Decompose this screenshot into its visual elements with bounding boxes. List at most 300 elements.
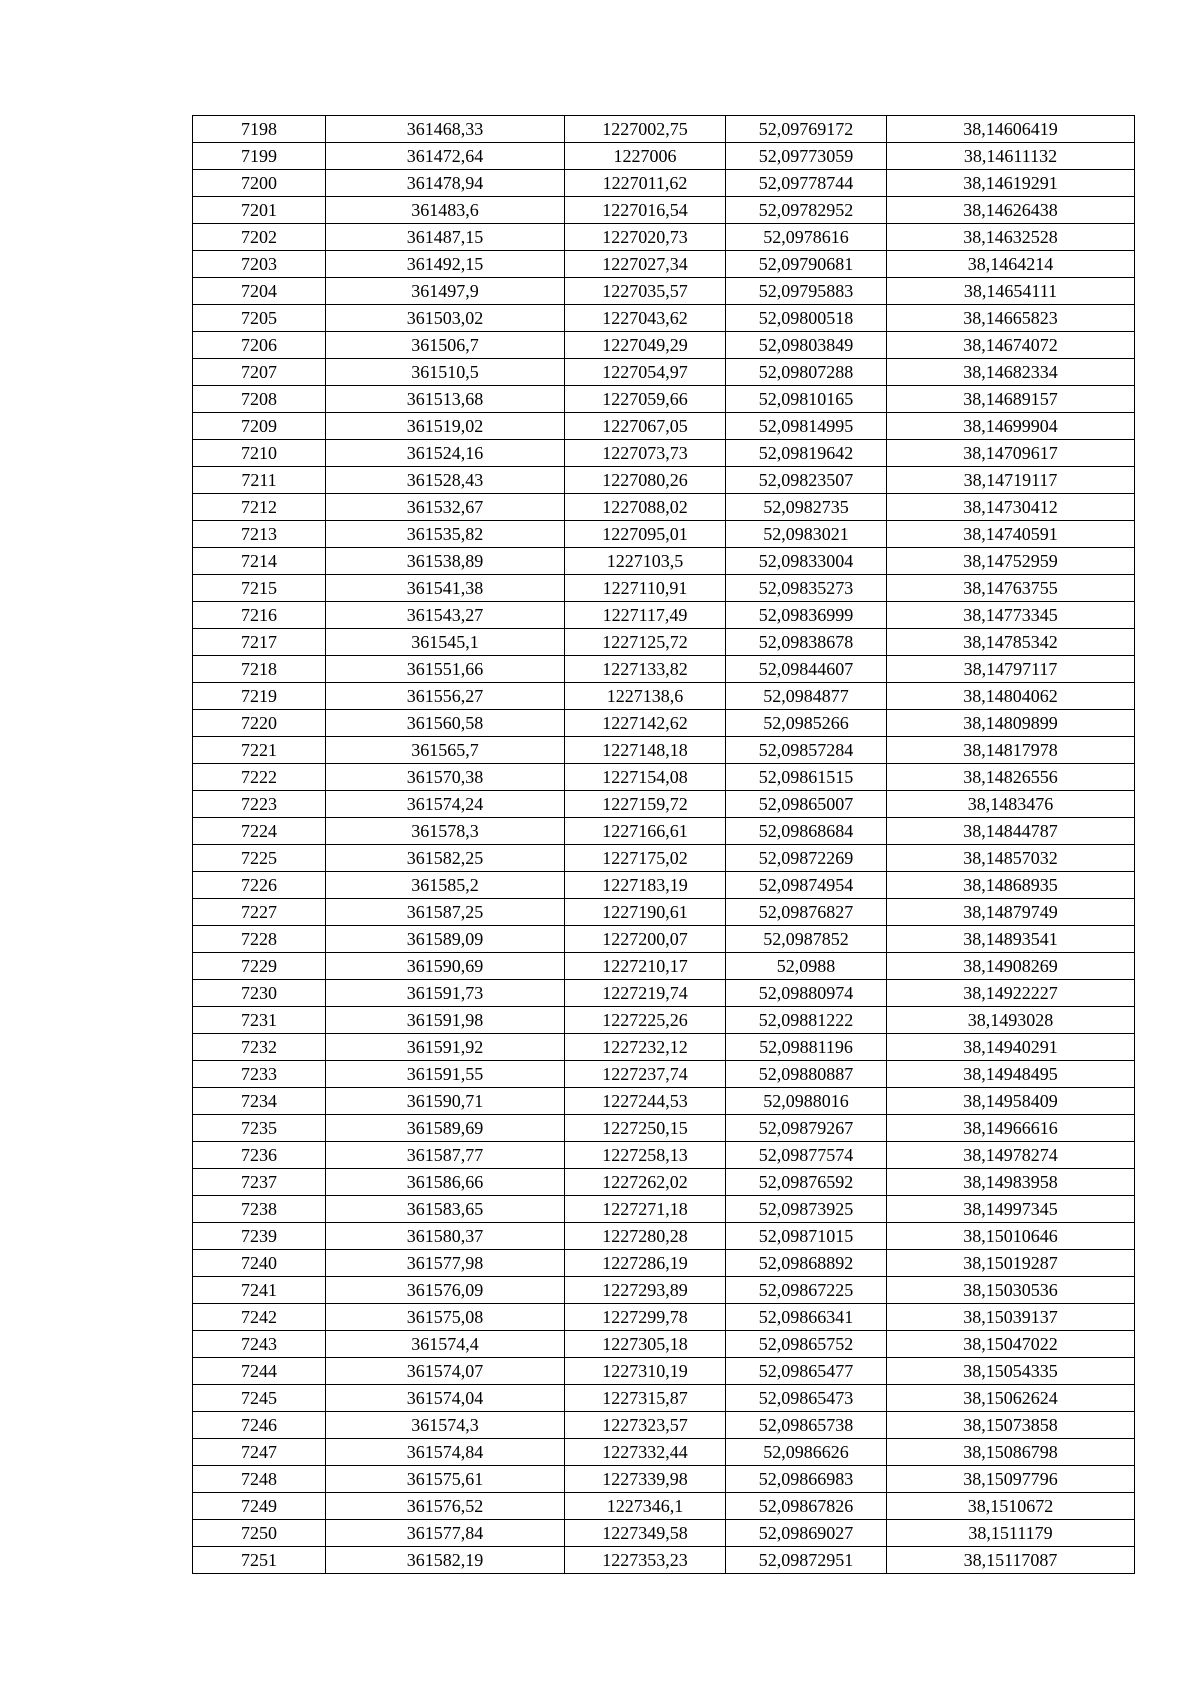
table-row (193, 575, 1135, 602)
table-row (193, 926, 1135, 953)
latitude-cell: 52,09866983 (726, 1466, 887, 1493)
y-coordinate-cell: 1227011,62 (565, 170, 726, 197)
y-coordinate-cell: 1227117,49 (565, 602, 726, 629)
x-coordinate-cell: 361574,3 (326, 1412, 565, 1439)
longitude-cell: 38,14730412 (887, 494, 1135, 521)
x-coordinate-cell: 361543,27 (326, 602, 565, 629)
latitude-cell: 52,09879267 (726, 1115, 887, 1142)
x-coordinate-cell: 361574,24 (326, 791, 565, 818)
table-row (193, 1061, 1135, 1088)
point-number-cell: 7199 (193, 143, 326, 170)
table-row (193, 413, 1135, 440)
longitude-cell: 38,15054335 (887, 1358, 1135, 1385)
x-coordinate-cell: 361492,15 (326, 251, 565, 278)
latitude-cell: 52,09865477 (726, 1358, 887, 1385)
y-coordinate-cell: 1227262,02 (565, 1169, 726, 1196)
y-coordinate-cell: 1227250,15 (565, 1115, 726, 1142)
longitude-cell: 38,14619291 (887, 170, 1135, 197)
point-number-cell: 7201 (193, 197, 326, 224)
point-number-cell: 7224 (193, 818, 326, 845)
x-coordinate-cell: 361487,15 (326, 224, 565, 251)
x-coordinate-cell: 361560,58 (326, 710, 565, 737)
y-coordinate-cell: 1227006 (565, 143, 726, 170)
longitude-cell: 38,14740591 (887, 521, 1135, 548)
y-coordinate-cell: 1227067,05 (565, 413, 726, 440)
latitude-cell: 52,0984877 (726, 683, 887, 710)
longitude-cell: 38,14797117 (887, 656, 1135, 683)
latitude-cell: 52,0985266 (726, 710, 887, 737)
point-number-cell: 7249 (193, 1493, 326, 1520)
latitude-cell: 52,09881222 (726, 1007, 887, 1034)
y-coordinate-cell: 1227154,08 (565, 764, 726, 791)
longitude-cell: 38,14699904 (887, 413, 1135, 440)
table-row (193, 845, 1135, 872)
y-coordinate-cell: 1227310,19 (565, 1358, 726, 1385)
latitude-cell: 52,09866341 (726, 1304, 887, 1331)
longitude-cell: 38,14689157 (887, 386, 1135, 413)
point-number-cell: 7228 (193, 926, 326, 953)
table-row (193, 953, 1135, 980)
longitude-cell: 38,14908269 (887, 953, 1135, 980)
y-coordinate-cell: 1227353,23 (565, 1547, 726, 1574)
table-row (193, 1169, 1135, 1196)
x-coordinate-cell: 361532,67 (326, 494, 565, 521)
table-row (193, 602, 1135, 629)
point-number-cell: 7200 (193, 170, 326, 197)
point-number-cell: 7207 (193, 359, 326, 386)
y-coordinate-cell: 1227043,62 (565, 305, 726, 332)
table-row (193, 872, 1135, 899)
longitude-cell: 38,14948495 (887, 1061, 1135, 1088)
point-number-cell: 7238 (193, 1196, 326, 1223)
latitude-cell: 52,09823507 (726, 467, 887, 494)
point-number-cell: 7226 (193, 872, 326, 899)
table-row (193, 1493, 1135, 1520)
latitude-cell: 52,09865473 (726, 1385, 887, 1412)
table-row (193, 629, 1135, 656)
y-coordinate-cell: 1227103,5 (565, 548, 726, 575)
longitude-cell: 38,14752959 (887, 548, 1135, 575)
latitude-cell: 52,09868684 (726, 818, 887, 845)
y-coordinate-cell: 1227166,61 (565, 818, 726, 845)
y-coordinate-cell: 1227349,58 (565, 1520, 726, 1547)
latitude-cell: 52,09880974 (726, 980, 887, 1007)
point-number-cell: 7230 (193, 980, 326, 1007)
latitude-cell: 52,0986626 (726, 1439, 887, 1466)
y-coordinate-cell: 1227002,75 (565, 116, 726, 143)
x-coordinate-cell: 361582,25 (326, 845, 565, 872)
table-row (193, 1196, 1135, 1223)
x-coordinate-cell: 361510,5 (326, 359, 565, 386)
x-coordinate-cell: 361583,65 (326, 1196, 565, 1223)
y-coordinate-cell: 1227293,89 (565, 1277, 726, 1304)
x-coordinate-cell: 361524,16 (326, 440, 565, 467)
longitude-cell: 38,1493028 (887, 1007, 1135, 1034)
longitude-cell: 38,14804062 (887, 683, 1135, 710)
latitude-cell: 52,09790681 (726, 251, 887, 278)
latitude-cell: 52,09865007 (726, 791, 887, 818)
table-row (193, 710, 1135, 737)
table-row (193, 1250, 1135, 1277)
longitude-cell: 38,14817978 (887, 737, 1135, 764)
longitude-cell: 38,15073858 (887, 1412, 1135, 1439)
table-row (193, 548, 1135, 575)
latitude-cell: 52,0983021 (726, 521, 887, 548)
longitude-cell: 38,15097796 (887, 1466, 1135, 1493)
longitude-cell: 38,1464214 (887, 251, 1135, 278)
latitude-cell: 52,09800518 (726, 305, 887, 332)
longitude-cell: 38,14826556 (887, 764, 1135, 791)
latitude-cell: 52,09782952 (726, 197, 887, 224)
latitude-cell: 52,09838678 (726, 629, 887, 656)
x-coordinate-cell: 361574,84 (326, 1439, 565, 1466)
latitude-cell: 52,0987852 (726, 926, 887, 953)
longitude-cell: 38,14785342 (887, 629, 1135, 656)
longitude-cell: 38,1510672 (887, 1493, 1135, 1520)
y-coordinate-cell: 1227225,26 (565, 1007, 726, 1034)
y-coordinate-cell: 1227183,19 (565, 872, 726, 899)
point-number-cell: 7236 (193, 1142, 326, 1169)
y-coordinate-cell: 1227020,73 (565, 224, 726, 251)
longitude-cell: 38,14611132 (887, 143, 1135, 170)
x-coordinate-cell: 361591,73 (326, 980, 565, 1007)
point-number-cell: 7205 (193, 305, 326, 332)
longitude-cell: 38,15010646 (887, 1223, 1135, 1250)
table-row (193, 1007, 1135, 1034)
x-coordinate-cell: 361586,66 (326, 1169, 565, 1196)
latitude-cell: 52,0978616 (726, 224, 887, 251)
longitude-cell: 38,14606419 (887, 116, 1135, 143)
x-coordinate-cell: 361580,37 (326, 1223, 565, 1250)
latitude-cell: 52,09881196 (726, 1034, 887, 1061)
point-number-cell: 7247 (193, 1439, 326, 1466)
x-coordinate-cell: 361506,7 (326, 332, 565, 359)
latitude-cell: 52,09773059 (726, 143, 887, 170)
table-row (193, 1088, 1135, 1115)
x-coordinate-cell: 361587,25 (326, 899, 565, 926)
latitude-cell: 52,09868892 (726, 1250, 887, 1277)
y-coordinate-cell: 1227159,72 (565, 791, 726, 818)
latitude-cell: 52,09869027 (726, 1520, 887, 1547)
y-coordinate-cell: 1227054,97 (565, 359, 726, 386)
point-number-cell: 7231 (193, 1007, 326, 1034)
x-coordinate-cell: 361497,9 (326, 278, 565, 305)
point-number-cell: 7209 (193, 413, 326, 440)
x-coordinate-cell: 361541,38 (326, 575, 565, 602)
x-coordinate-cell: 361589,09 (326, 926, 565, 953)
table-row (193, 980, 1135, 1007)
y-coordinate-cell: 1227110,91 (565, 575, 726, 602)
x-coordinate-cell: 361574,4 (326, 1331, 565, 1358)
point-number-cell: 7202 (193, 224, 326, 251)
table-row (193, 1034, 1135, 1061)
y-coordinate-cell: 1227232,12 (565, 1034, 726, 1061)
longitude-cell: 38,14879749 (887, 899, 1135, 926)
y-coordinate-cell: 1227200,07 (565, 926, 726, 953)
x-coordinate-cell: 361591,55 (326, 1061, 565, 1088)
table-row (193, 440, 1135, 467)
longitude-cell: 38,14626438 (887, 197, 1135, 224)
longitude-cell: 38,15086798 (887, 1439, 1135, 1466)
y-coordinate-cell: 1227258,13 (565, 1142, 726, 1169)
point-number-cell: 7219 (193, 683, 326, 710)
latitude-cell: 52,0982735 (726, 494, 887, 521)
longitude-cell: 38,14674072 (887, 332, 1135, 359)
y-coordinate-cell: 1227339,98 (565, 1466, 726, 1493)
table-row (193, 1277, 1135, 1304)
point-number-cell: 7225 (193, 845, 326, 872)
x-coordinate-cell: 361574,04 (326, 1385, 565, 1412)
point-number-cell: 7212 (193, 494, 326, 521)
x-coordinate-cell: 361570,38 (326, 764, 565, 791)
point-number-cell: 7204 (193, 278, 326, 305)
x-coordinate-cell: 361591,98 (326, 1007, 565, 1034)
table-row (193, 170, 1135, 197)
y-coordinate-cell: 1227142,62 (565, 710, 726, 737)
y-coordinate-cell: 1227190,61 (565, 899, 726, 926)
table-row (193, 386, 1135, 413)
y-coordinate-cell: 1227286,19 (565, 1250, 726, 1277)
table-row (193, 1385, 1135, 1412)
table-row (193, 305, 1135, 332)
table-row (193, 656, 1135, 683)
longitude-cell: 38,14654111 (887, 278, 1135, 305)
point-number-cell: 7213 (193, 521, 326, 548)
y-coordinate-cell: 1227125,72 (565, 629, 726, 656)
y-coordinate-cell: 1227133,82 (565, 656, 726, 683)
table-row (193, 467, 1135, 494)
x-coordinate-cell: 361565,7 (326, 737, 565, 764)
table-row (193, 1520, 1135, 1547)
x-coordinate-cell: 361528,43 (326, 467, 565, 494)
latitude-cell: 52,09836999 (726, 602, 887, 629)
y-coordinate-cell: 1227095,01 (565, 521, 726, 548)
latitude-cell: 52,0988016 (726, 1088, 887, 1115)
table-row (193, 359, 1135, 386)
y-coordinate-cell: 1227088,02 (565, 494, 726, 521)
table-row (193, 1358, 1135, 1385)
latitude-cell: 52,09871015 (726, 1223, 887, 1250)
table-row (193, 332, 1135, 359)
table-row (193, 1439, 1135, 1466)
point-number-cell: 7218 (193, 656, 326, 683)
x-coordinate-cell: 361577,84 (326, 1520, 565, 1547)
x-coordinate-cell: 361468,33 (326, 116, 565, 143)
longitude-cell: 38,14868935 (887, 872, 1135, 899)
table-row (193, 197, 1135, 224)
longitude-cell: 38,14857032 (887, 845, 1135, 872)
x-coordinate-cell: 361590,71 (326, 1088, 565, 1115)
x-coordinate-cell: 361535,82 (326, 521, 565, 548)
latitude-cell: 52,09807288 (726, 359, 887, 386)
table-row (193, 1466, 1135, 1493)
y-coordinate-cell: 1227138,6 (565, 683, 726, 710)
point-number-cell: 7227 (193, 899, 326, 926)
longitude-cell: 38,15039137 (887, 1304, 1135, 1331)
latitude-cell: 52,0988 (726, 953, 887, 980)
latitude-cell: 52,09769172 (726, 116, 887, 143)
table-row (193, 251, 1135, 278)
longitude-cell: 38,14632528 (887, 224, 1135, 251)
point-number-cell: 7239 (193, 1223, 326, 1250)
x-coordinate-cell: 361556,27 (326, 683, 565, 710)
point-number-cell: 7216 (193, 602, 326, 629)
latitude-cell: 52,09803849 (726, 332, 887, 359)
longitude-cell: 38,14809899 (887, 710, 1135, 737)
latitude-cell: 52,09857284 (726, 737, 887, 764)
y-coordinate-cell: 1227315,87 (565, 1385, 726, 1412)
longitude-cell: 38,14773345 (887, 602, 1135, 629)
table-row (193, 1331, 1135, 1358)
x-coordinate-cell: 361577,98 (326, 1250, 565, 1277)
y-coordinate-cell: 1227346,1 (565, 1493, 726, 1520)
point-number-cell: 7229 (193, 953, 326, 980)
table-row (193, 683, 1135, 710)
longitude-cell: 38,14682334 (887, 359, 1135, 386)
y-coordinate-cell: 1227237,74 (565, 1061, 726, 1088)
longitude-cell: 38,14997345 (887, 1196, 1135, 1223)
longitude-cell: 38,15019287 (887, 1250, 1135, 1277)
y-coordinate-cell: 1227148,18 (565, 737, 726, 764)
longitude-cell: 38,14719117 (887, 467, 1135, 494)
x-coordinate-cell: 361545,1 (326, 629, 565, 656)
y-coordinate-cell: 1227073,73 (565, 440, 726, 467)
longitude-cell: 38,14893541 (887, 926, 1135, 953)
latitude-cell: 52,09872951 (726, 1547, 887, 1574)
longitude-cell: 38,14978274 (887, 1142, 1135, 1169)
x-coordinate-cell: 361585,2 (326, 872, 565, 899)
longitude-cell: 38,15047022 (887, 1331, 1135, 1358)
y-coordinate-cell: 1227219,74 (565, 980, 726, 1007)
point-number-cell: 7244 (193, 1358, 326, 1385)
table-row (193, 791, 1135, 818)
table-row (193, 1304, 1135, 1331)
latitude-cell: 52,09810165 (726, 386, 887, 413)
point-number-cell: 7220 (193, 710, 326, 737)
point-number-cell: 7240 (193, 1250, 326, 1277)
y-coordinate-cell: 1227244,53 (565, 1088, 726, 1115)
longitude-cell: 38,14665823 (887, 305, 1135, 332)
latitude-cell: 52,09873925 (726, 1196, 887, 1223)
longitude-cell: 38,1511179 (887, 1520, 1135, 1547)
point-number-cell: 7243 (193, 1331, 326, 1358)
coordinates-table (192, 115, 1135, 1574)
latitude-cell: 52,09814995 (726, 413, 887, 440)
latitude-cell: 52,09867225 (726, 1277, 887, 1304)
y-coordinate-cell: 1227210,17 (565, 953, 726, 980)
y-coordinate-cell: 1227299,78 (565, 1304, 726, 1331)
latitude-cell: 52,09833004 (726, 548, 887, 575)
y-coordinate-cell: 1227027,34 (565, 251, 726, 278)
x-coordinate-cell: 361574,07 (326, 1358, 565, 1385)
point-number-cell: 7234 (193, 1088, 326, 1115)
x-coordinate-cell: 361503,02 (326, 305, 565, 332)
point-number-cell: 7214 (193, 548, 326, 575)
longitude-cell: 38,15062624 (887, 1385, 1135, 1412)
latitude-cell: 52,09778744 (726, 170, 887, 197)
x-coordinate-cell: 361582,19 (326, 1547, 565, 1574)
point-number-cell: 7235 (193, 1115, 326, 1142)
table-row (193, 1547, 1135, 1574)
latitude-cell: 52,09861515 (726, 764, 887, 791)
point-number-cell: 7210 (193, 440, 326, 467)
point-number-cell: 7208 (193, 386, 326, 413)
table-row (193, 818, 1135, 845)
table-row (193, 737, 1135, 764)
point-number-cell: 7222 (193, 764, 326, 791)
table-body (193, 116, 1135, 1574)
x-coordinate-cell: 361578,3 (326, 818, 565, 845)
table-row (193, 494, 1135, 521)
longitude-cell: 38,14763755 (887, 575, 1135, 602)
y-coordinate-cell: 1227332,44 (565, 1439, 726, 1466)
y-coordinate-cell: 1227323,57 (565, 1412, 726, 1439)
longitude-cell: 38,14966616 (887, 1115, 1135, 1142)
latitude-cell: 52,09876592 (726, 1169, 887, 1196)
latitude-cell: 52,09835273 (726, 575, 887, 602)
point-number-cell: 7248 (193, 1466, 326, 1493)
x-coordinate-cell: 361478,94 (326, 170, 565, 197)
point-number-cell: 7232 (193, 1034, 326, 1061)
table-row (193, 521, 1135, 548)
x-coordinate-cell: 361576,09 (326, 1277, 565, 1304)
longitude-cell: 38,15030536 (887, 1277, 1135, 1304)
table-row (193, 1223, 1135, 1250)
y-coordinate-cell: 1227035,57 (565, 278, 726, 305)
y-coordinate-cell: 1227280,28 (565, 1223, 726, 1250)
latitude-cell: 52,09844607 (726, 656, 887, 683)
longitude-cell: 38,15117087 (887, 1547, 1135, 1574)
x-coordinate-cell: 361590,69 (326, 953, 565, 980)
x-coordinate-cell: 361483,6 (326, 197, 565, 224)
latitude-cell: 52,09880887 (726, 1061, 887, 1088)
longitude-cell: 38,14922227 (887, 980, 1135, 1007)
point-number-cell: 7198 (193, 116, 326, 143)
table-row (193, 899, 1135, 926)
point-number-cell: 7237 (193, 1169, 326, 1196)
y-coordinate-cell: 1227080,26 (565, 467, 726, 494)
table-row (193, 1115, 1135, 1142)
y-coordinate-cell: 1227305,18 (565, 1331, 726, 1358)
point-number-cell: 7245 (193, 1385, 326, 1412)
table-row (193, 1412, 1135, 1439)
table-row (193, 764, 1135, 791)
latitude-cell: 52,09876827 (726, 899, 887, 926)
x-coordinate-cell: 361587,77 (326, 1142, 565, 1169)
point-number-cell: 7241 (193, 1277, 326, 1304)
latitude-cell: 52,09874954 (726, 872, 887, 899)
table-row (193, 224, 1135, 251)
x-coordinate-cell: 361575,61 (326, 1466, 565, 1493)
x-coordinate-cell: 361472,64 (326, 143, 565, 170)
point-number-cell: 7203 (193, 251, 326, 278)
y-coordinate-cell: 1227016,54 (565, 197, 726, 224)
point-number-cell: 7206 (193, 332, 326, 359)
latitude-cell: 52,09867826 (726, 1493, 887, 1520)
x-coordinate-cell: 361551,66 (326, 656, 565, 683)
point-number-cell: 7246 (193, 1412, 326, 1439)
latitude-cell: 52,09865738 (726, 1412, 887, 1439)
table-row (193, 278, 1135, 305)
latitude-cell: 52,09795883 (726, 278, 887, 305)
point-number-cell: 7221 (193, 737, 326, 764)
table-row (193, 143, 1135, 170)
latitude-cell: 52,09877574 (726, 1142, 887, 1169)
x-coordinate-cell: 361538,89 (326, 548, 565, 575)
longitude-cell: 38,14844787 (887, 818, 1135, 845)
point-number-cell: 7251 (193, 1547, 326, 1574)
y-coordinate-cell: 1227049,29 (565, 332, 726, 359)
